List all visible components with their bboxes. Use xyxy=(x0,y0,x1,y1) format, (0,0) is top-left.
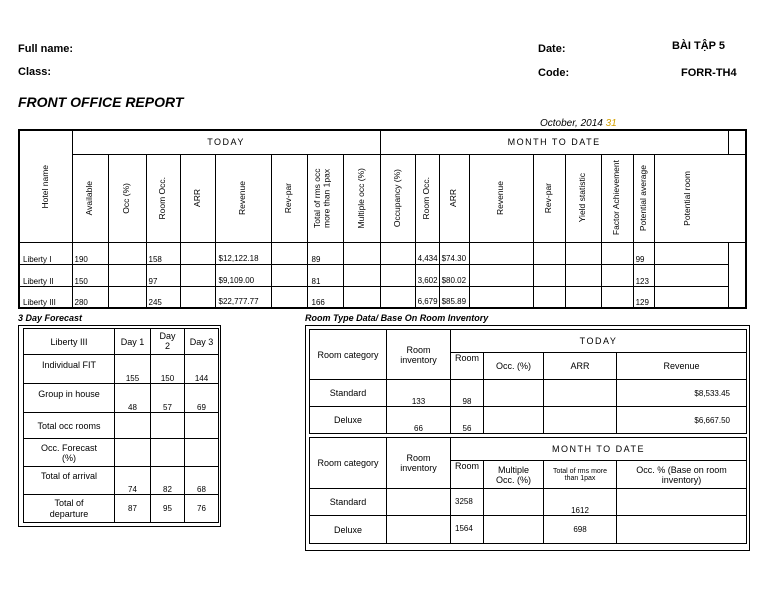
col-mtd-revenue: Revenue xyxy=(469,154,533,242)
room-type-today-table: Room category Room inventory TODAY Room Occ. (%) ARR Revenue Standard 133 98 $8,533.45 Deluxe 66 56 $6,667.50 xyxy=(309,329,747,434)
col-mtd-room-occ: Room Occ. xyxy=(415,154,439,242)
room-type-row: Deluxe 1564 698 xyxy=(310,516,747,544)
code-value: FORR-TH4 xyxy=(681,67,737,79)
front-office-table xyxy=(18,129,747,309)
col-mtd-occupancy: Occupancy (%) xyxy=(380,154,415,242)
col-room-occ: Room Occ. xyxy=(146,154,180,242)
hotel-name-header: Hotel name xyxy=(19,130,72,242)
col-mtd-arr: ARR xyxy=(439,154,469,242)
mtd-header: MONTH TO DATE xyxy=(380,130,728,154)
code-label: Code: xyxy=(538,67,570,79)
forecast-table: Liberty III Day 1 Day 2 Day 3 Individual FIT 155 150 144 Group in house 48 57 69 Total occ rooms Occ. Forecast (%) Total of arrival 74 82 68 Total of departure 87 95 76 xyxy=(23,328,219,523)
forecast-row: Total of departure 87 95 76 xyxy=(24,495,219,523)
table-row: Liberty I 190 158 $12,122.18 89 4,434 $74.30 99 xyxy=(19,242,746,264)
report-title: FRONT OFFICE REPORT xyxy=(18,94,184,110)
col-arr: ARR xyxy=(180,154,215,242)
col-occ: Occ (%) xyxy=(108,154,146,242)
col-potential-average: Potential average xyxy=(633,154,654,242)
forecast-row: Group in house 48 57 69 xyxy=(24,384,219,413)
class-label: Class: xyxy=(18,66,52,78)
table-row: Liberty III 280 245 $22,777.77 166 6,679 $85.89 129 xyxy=(19,286,746,308)
col-factor: Factor Achievement xyxy=(601,154,633,242)
col-revenue: Revenue xyxy=(215,154,271,242)
exercise-label: BÀI TẬP 5 xyxy=(672,40,725,52)
col-rms-1pax: Total of rms occ more than 1pax xyxy=(307,154,343,242)
column-headers xyxy=(19,154,746,242)
room-type-row: Standard 3258 1612 xyxy=(310,489,747,516)
col-revpar: Rev-par xyxy=(271,154,307,242)
today-header: TODAY xyxy=(72,130,380,154)
room-type-mtd-table: Room category Room inventory MONTH TO DATE Room Multiple Occ. (%) Total of rms more than 1pax Occ. % (Base on room inventory) Standard 3258 1612 Deluxe 1564 698 xyxy=(309,437,747,544)
room-type-row: Deluxe 66 56 $6,667.50 xyxy=(310,407,747,434)
forecast-row: Occ. Forecast (%) xyxy=(24,439,219,467)
forecast-title: 3 Day Forecast xyxy=(18,313,83,323)
room-type-title: Room Type Data/ Base On Room Inventory xyxy=(305,313,489,323)
forecast-row: Total of arrival 74 82 68 xyxy=(24,467,219,495)
col-available: Available xyxy=(72,154,108,242)
table-row: Liberty II 150 97 $9,109.00 81 3,602 $80.02 123 xyxy=(19,264,746,286)
full-name-label: Full name: xyxy=(18,43,74,55)
room-type-row: Standard 133 98 $8,533.45 xyxy=(310,380,747,407)
col-yield: Yield statistic xyxy=(565,154,601,242)
period-label: October, 2014 31 xyxy=(540,118,617,129)
forecast-row: Total occ rooms xyxy=(24,413,219,439)
col-mtd-revpar: Rev-par xyxy=(533,154,565,242)
date-label: Date: xyxy=(538,43,566,55)
forecast-row: Individual FIT 155 150 144 xyxy=(24,355,219,384)
col-potential-room: Potential room xyxy=(654,154,746,242)
col-multiple-occ: Multiple occ (%) xyxy=(343,154,380,242)
